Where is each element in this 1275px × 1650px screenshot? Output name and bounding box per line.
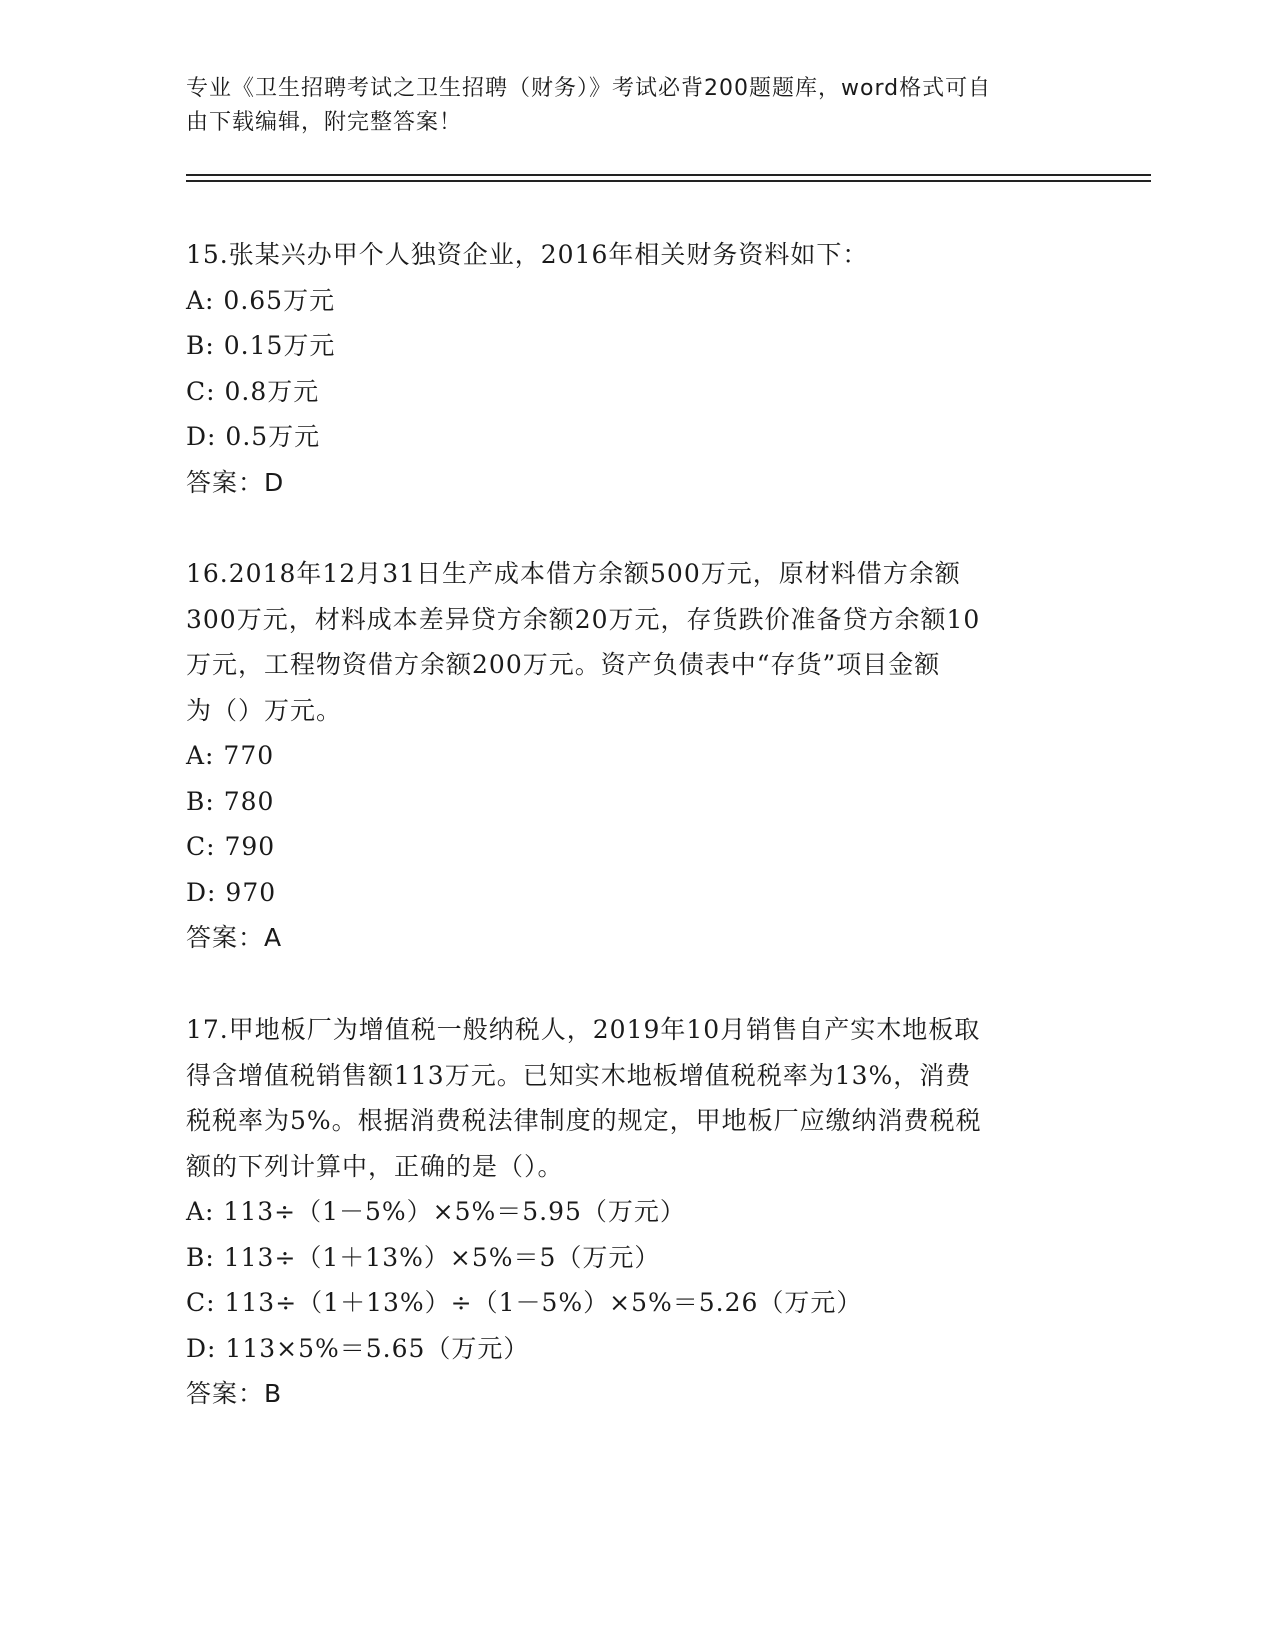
option-d: D: 0.5万元	[186, 422, 321, 451]
answer-line: 答案：A	[186, 923, 283, 952]
option-b: B: 780	[186, 786, 275, 816]
option-c: C: 0.8万元	[186, 376, 320, 406]
question-16	[186, 551, 1086, 961]
option-a: A: 113÷（1－5%）×5%＝5.95（万元）	[186, 1197, 686, 1226]
question-stem-line: 得含增值税销售额113万元。已知实木地板增值税税率为13%，消费	[186, 1060, 972, 1090]
question-stem-line: 额的下列计算中，正确的是（）。	[186, 1151, 564, 1181]
question-stem-line: 万元，工程物资借方余额200万元。资产负债表中“存货”项目金额	[186, 650, 941, 679]
header-divider-bottom	[186, 180, 1151, 182]
option-a: A: 770	[186, 741, 275, 770]
question-stem-line: 16.2018年12月31日生产成本借方余额500万元，原材料借方余额	[186, 559, 961, 588]
document-header	[186, 72, 1066, 140]
question-stem-line: 税税率为5%。根据消费税法律制度的规定，甲地板厂应缴纳消费税税	[186, 1106, 982, 1135]
answer-line: 答案：D	[186, 467, 285, 497]
option-b: B: 113÷（1＋13%）×5%＝5（万元）	[186, 1242, 661, 1272]
option-d: D: 113×5%＝5.65（万元）	[186, 1333, 530, 1363]
option-b: B: 0.15万元	[186, 331, 336, 360]
answer-line: 答案：B	[186, 1379, 283, 1408]
question-15	[186, 232, 1086, 505]
header-divider-top	[186, 174, 1151, 176]
option-d: D: 970	[186, 877, 277, 907]
question-stem-line: 为（）万元。	[186, 695, 343, 725]
header-line-2: 由下载编辑，附完整答案！	[186, 110, 463, 135]
header-line-1: 专业《卫生招聘考试之卫生招聘（财务）》考试必背200题题库，word格式可自	[186, 76, 992, 101]
question-stem-line: 15.张某兴办甲个人独资企业，2016年相关财务资料如下：	[186, 240, 869, 269]
option-a: A: 0.65万元	[186, 285, 336, 315]
option-c: C: 790	[186, 832, 276, 861]
option-c: C: 113÷（1＋13%）÷（1－5%）×5%＝5.26（万元）	[186, 1288, 863, 1317]
question-stem-line: 300万元，材料成本差异贷方余额20万元，存货跌价准备贷方余额10	[186, 604, 981, 634]
question-stem-line: 17.甲地板厂为增值税一般纳税人，2019年10月销售自产实木地板取	[186, 1015, 981, 1044]
question-17	[186, 1007, 1086, 1417]
